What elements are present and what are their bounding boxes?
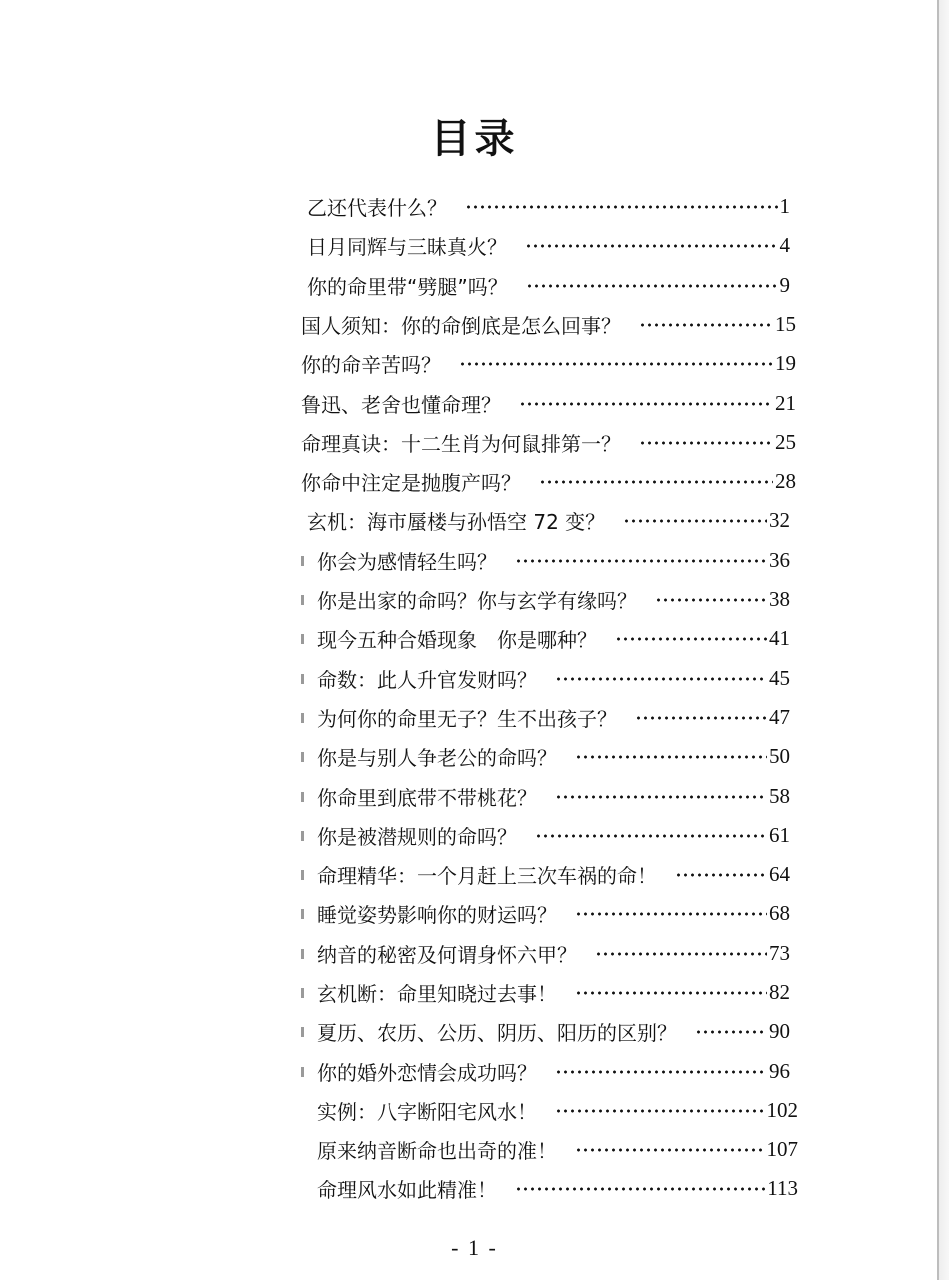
- toc-entry-page: 113: [767, 1176, 798, 1200]
- toc-entry-page: 19: [775, 351, 796, 375]
- toc-entry-title: 乙还代表什么？: [307, 196, 447, 220]
- dot-leader: [623, 518, 767, 524]
- toc-entry-title: 你的命里带“劈腿”吗？: [307, 275, 508, 299]
- toc-entry-page: 50: [769, 744, 790, 768]
- dot-leader: [525, 243, 778, 249]
- toc-entry: [317, 894, 790, 933]
- toc-entry-page: 68: [769, 901, 790, 925]
- dot-leader: [635, 715, 767, 721]
- dot-leader: [539, 479, 773, 485]
- dot-leader: [555, 1108, 765, 1114]
- scan-mark: [301, 556, 304, 566]
- dot-leader: [555, 794, 767, 800]
- toc-entry-page: 58: [769, 784, 790, 808]
- toc-entry-page: 1: [779, 194, 790, 218]
- dot-leader: [515, 558, 767, 564]
- dot-leader: [535, 833, 767, 839]
- toc-entry: [307, 187, 790, 226]
- dot-leader: [615, 636, 767, 642]
- dot-leader: [675, 872, 767, 878]
- toc-entry-page: 73: [769, 941, 790, 965]
- toc-entry: [317, 698, 790, 737]
- toc-entry: [317, 541, 790, 580]
- toc-entry: [317, 1052, 790, 1091]
- scan-mark: [301, 831, 304, 841]
- toc-entry-title: 你命中注定是抛腹产吗？: [301, 471, 521, 495]
- toc-entry: [301, 462, 796, 501]
- toc-entry-title: 你是与别人争老公的命吗？: [317, 746, 557, 770]
- toc-entry-title: 你的命辛苦吗？: [301, 353, 441, 377]
- dot-leader: [526, 283, 778, 289]
- toc-entry-page: 96: [769, 1059, 790, 1083]
- dot-leader: [575, 911, 767, 917]
- toc-entry-page: 61: [769, 823, 790, 847]
- scan-mark: [301, 1067, 304, 1077]
- scan-mark: [301, 988, 304, 998]
- toc-entry-title: 你会为感情轻生吗？: [317, 550, 497, 574]
- toc-entry: [307, 226, 790, 265]
- dot-leader: [639, 322, 773, 328]
- toc-entry: [317, 659, 790, 698]
- toc-entry-page: 9: [779, 273, 790, 297]
- toc-entry-page: 21: [775, 391, 796, 415]
- toc-entry-title: 睡觉姿势影响你的财运吗？: [317, 903, 557, 927]
- toc-entry: [307, 266, 790, 305]
- scan-mark: [301, 713, 304, 723]
- toc-entry-page: 90: [769, 1019, 790, 1043]
- toc-entry-page: 102: [766, 1098, 798, 1122]
- dot-leader: [639, 440, 773, 446]
- scan-mark: [301, 1027, 304, 1037]
- toc-entry-title: 日月同辉与三昧真火？: [307, 235, 507, 259]
- toc-entry-title: 玄机断：命里知晓过去事！: [317, 982, 557, 1006]
- dot-leader: [655, 597, 767, 603]
- toc-entry: [317, 777, 790, 816]
- toc-entry: [301, 305, 796, 344]
- toc-entry-title: 你的婚外恋情会成功吗？: [317, 1061, 537, 1085]
- toc-entry-title: 命理风水如此精准！: [317, 1178, 497, 1202]
- toc-entry-title: 鲁迅、老舍也懂命理？: [301, 393, 501, 417]
- page-number: - 1 -: [451, 1235, 498, 1260]
- page-edge-line: [937, 0, 939, 1280]
- dot-leader: [465, 204, 778, 210]
- toc-entry: [317, 934, 790, 973]
- toc-entry-title: 你是出家的命吗？你与玄学有缘吗？: [317, 589, 637, 613]
- scan-mark: [301, 595, 304, 605]
- dot-leader: [575, 1147, 765, 1153]
- dot-leader: [695, 1029, 767, 1035]
- toc-entry-title: 夏历、农历、公历、阴历、阳历的区别？: [317, 1021, 677, 1045]
- toc-entry-title: 现今五种合婚现象 你是哪种？: [317, 628, 597, 652]
- toc-entry-page: 32: [769, 508, 790, 532]
- toc-entry: [317, 1091, 798, 1130]
- toc-entry: [317, 973, 790, 1012]
- toc-entry-title: 命数：此人升官发财吗？: [317, 668, 537, 692]
- toc-entry-page: 25: [775, 430, 796, 454]
- toc-entry: [301, 423, 796, 462]
- toc-entry-page: 41: [769, 626, 790, 650]
- scan-mark: [301, 674, 304, 684]
- toc-entry: [317, 1169, 798, 1208]
- toc-entry: [317, 580, 790, 619]
- toc-entry-title: 命理精华：一个月赶上三次车祸的命！: [317, 864, 657, 888]
- toc-entry-title: 命理真诀：十二生肖为何鼠排第一？: [301, 432, 621, 456]
- toc-entry-title: 国人须知：你的命倒底是怎么回事？: [301, 314, 621, 338]
- toc-entry-page: 38: [769, 587, 790, 611]
- toc-entry-page: 15: [775, 312, 796, 336]
- dot-leader: [555, 676, 767, 682]
- scan-mark: [301, 752, 304, 762]
- dot-leader: [595, 951, 767, 957]
- toc-entry: [301, 344, 796, 383]
- toc-entry: [317, 816, 790, 855]
- toc-entry-page: 4: [779, 233, 790, 257]
- scan-mark: [301, 792, 304, 802]
- toc-entry-page: 47: [769, 705, 790, 729]
- toc-entry-page: 107: [766, 1137, 798, 1161]
- toc-entry-page: 36: [769, 548, 790, 572]
- toc-entry-page: 64: [769, 862, 790, 886]
- scan-mark: [301, 949, 304, 959]
- dot-leader: [515, 1186, 765, 1192]
- toc-entry-title: 为何你的命里无子？生不出孩子？: [317, 707, 617, 731]
- toc-entry: [307, 501, 790, 540]
- page-edge-shadow: [939, 0, 949, 1280]
- dot-leader: [555, 1069, 767, 1075]
- toc-entry: [301, 384, 796, 423]
- scan-mark: [301, 870, 304, 880]
- dot-leader: [575, 990, 767, 996]
- toc-entry: [317, 1012, 790, 1051]
- toc-entry-title: 纳音的秘密及何谓身怀六甲？: [317, 943, 577, 967]
- toc-entry-title: 玄机：海市蜃楼与孙悟空 72 变？: [307, 510, 606, 534]
- toc-entry: [317, 737, 790, 776]
- dot-leader: [459, 361, 773, 367]
- toc-entry-title: 你是被潜规则的命吗？: [317, 825, 517, 849]
- toc-entry-title: 实例：八字断阳宅风水！: [317, 1100, 537, 1124]
- dot-leader: [519, 401, 773, 407]
- dot-leader: [575, 754, 767, 760]
- toc-entry-title: 你命里到底带不带桃花？: [317, 786, 537, 810]
- toc-entry-title: 原来纳音断命也出奇的准！: [317, 1139, 557, 1163]
- toc-entry-page: 28: [775, 469, 796, 493]
- page-title: 目录: [430, 115, 519, 162]
- toc-entry-page: 82: [769, 980, 790, 1004]
- scan-mark: [301, 634, 304, 644]
- toc-entry: [317, 855, 790, 894]
- scan-mark: [301, 909, 304, 919]
- toc-entry: [317, 1130, 798, 1169]
- toc-entry: [317, 619, 790, 658]
- toc-entry-page: 45: [769, 666, 790, 690]
